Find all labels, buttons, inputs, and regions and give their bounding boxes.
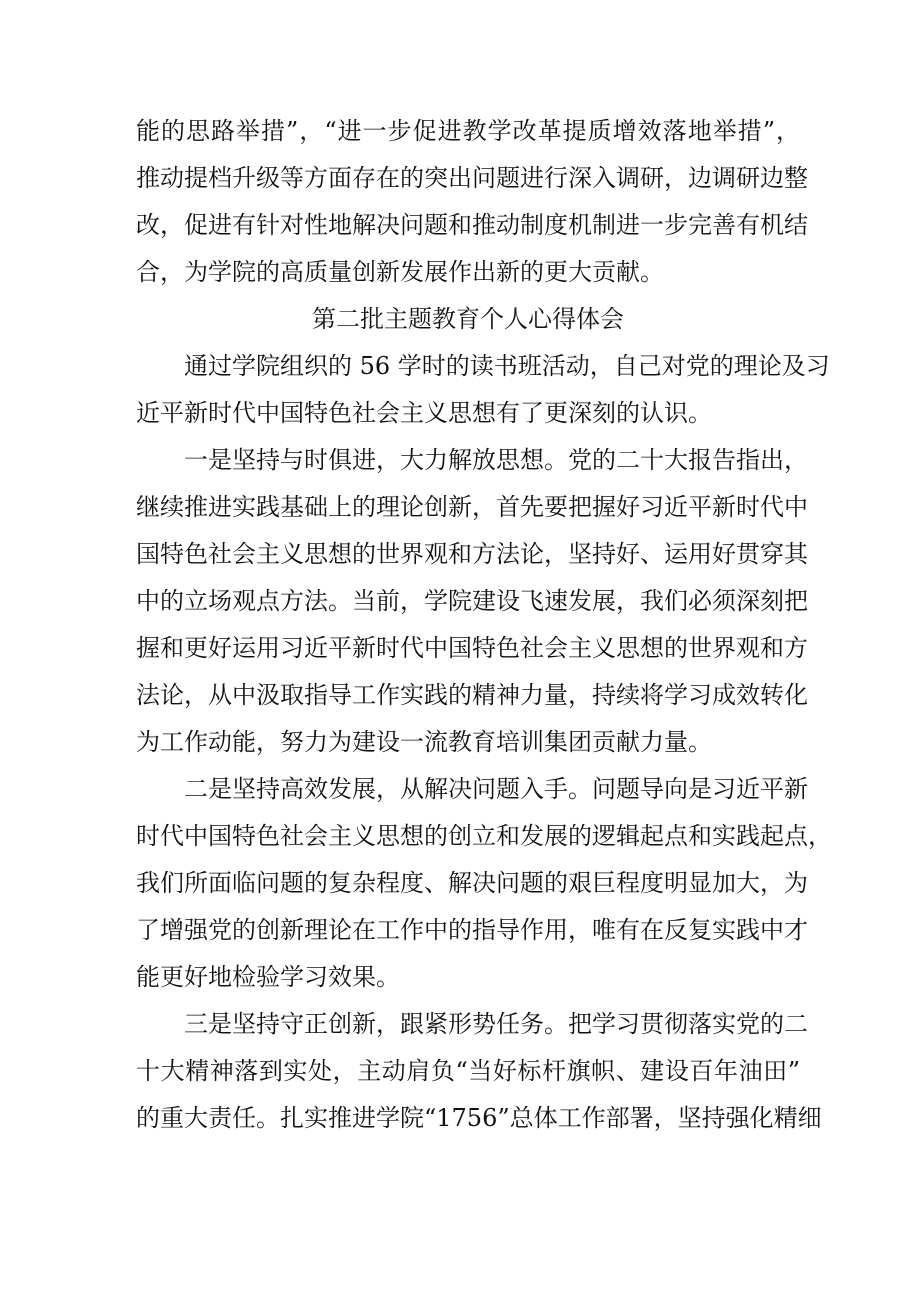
intro-line: 改，促进有针对性地解决问题和推动制度机制进一步完善有机结 [136,211,808,239]
intro-line: 合，为学院的高质量创新发展作出新的更大贡献。 [136,258,664,286]
paragraph-line: 近平新时代中国特色社会主义思想有了更深刻的认识。 [136,399,712,427]
paragraph-line: 通过学院组织的 56 学时的读书班活动，自己对党的理论及习 [184,352,830,380]
paragraph-line: 中的立场观点方法。当前，学院建设飞速发展，我们必须深刻把 [136,587,808,615]
paragraph-line: 十大精神落到实处，主动肩负“当好标杆旗帜、建设百年油田” [136,1057,800,1085]
paragraph-line: 二是坚持高效发展，从解决问题入手。问题导向是习近平新 [184,775,808,803]
paragraph-line: 的重大责任。扎实推进学院“1756”总体工作部署，坚持强化精细 [136,1104,822,1132]
paragraph-line: 了增强党的创新理论在工作中的指导作用，唯有在反复实践中才 [136,916,808,944]
paragraph-line: 时代中国特色社会主义思想的创立和发展的逻辑起点和实践起点， [136,822,832,850]
document-body [136,108,832,1142]
paragraph-line: 握和更好运用习近平新时代中国特色社会主义思想的世界观和方 [136,634,808,662]
paragraph-line: 一是坚持与时俱进，大力解放思想。党的二十大报告指出， [184,446,808,474]
paragraph-line: 我们所面临问题的复杂程度、解决问题的艰巨程度明显加大，为 [136,869,808,897]
paragraph-line: 能更好地检验学习效果。 [136,963,400,991]
paragraph-line: 三是坚持守正创新，跟紧形势任务。把学习贯彻落实党的二 [184,1010,808,1038]
paragraph-line: 继续推进实践基础上的理论创新，首先要把握好习近平新时代中 [136,493,808,521]
paragraph-line: 国特色社会主义思想的世界观和方法论，坚持好、运用好贯穿其 [136,540,808,568]
paragraph-line: 为工作动能，努力为建设一流教育培训集团贡献力量。 [136,728,712,756]
intro-line: 能的思路举措”，“进一步促进教学改革提质增效落地举措”， [136,117,800,145]
paragraph-line: 法论，从中汲取指导工作实践的精神力量，持续将学习成效转化 [136,681,808,709]
intro-line: 推动提档升级等方面存在的突出问题进行深入调研，边调研边整 [136,164,808,192]
section-title: 第二批主题教育个人心得体会 [312,305,624,333]
